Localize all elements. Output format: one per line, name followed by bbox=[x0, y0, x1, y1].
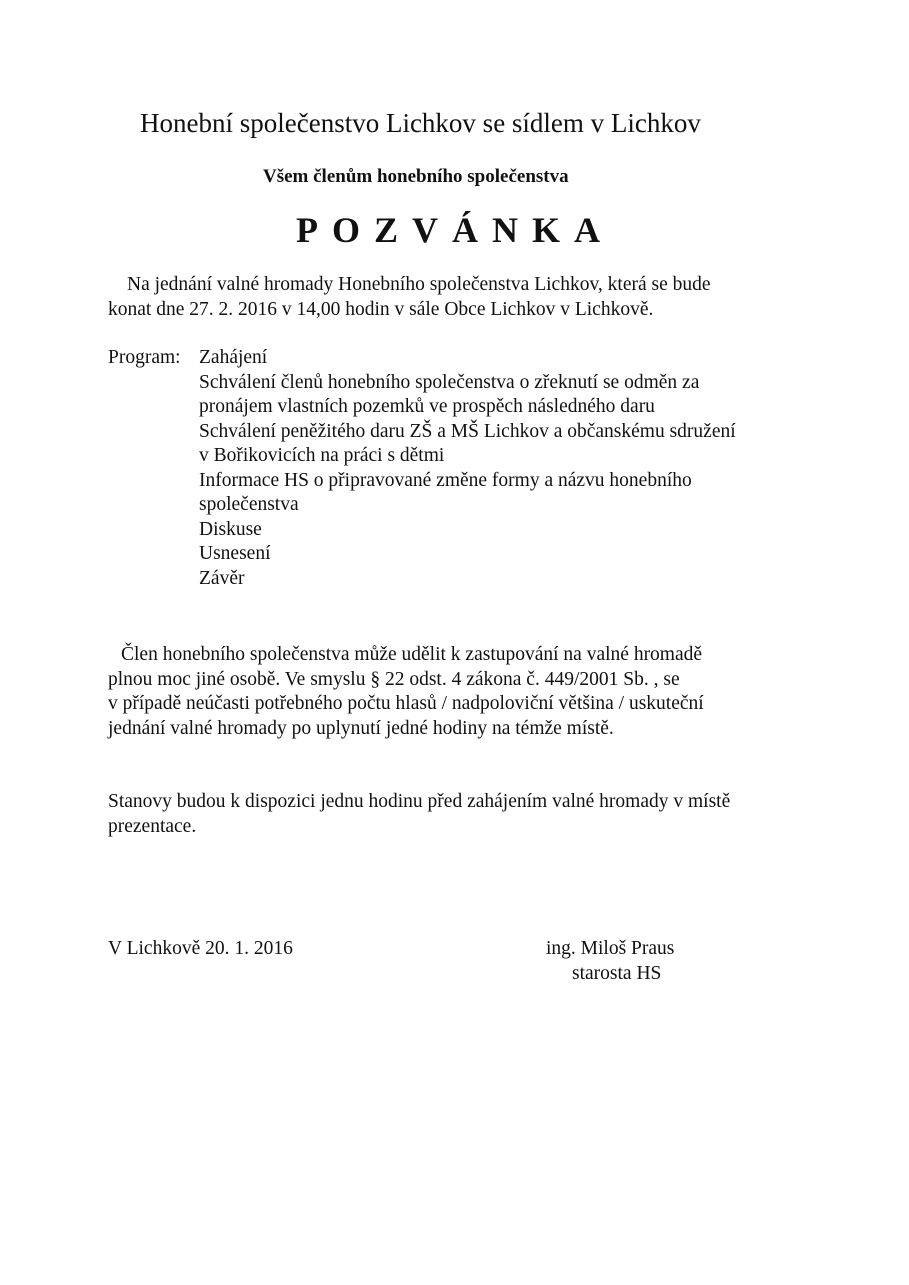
statutes-line: prezentace. bbox=[108, 815, 197, 837]
addressee-line: Všem členům honebního společenstva bbox=[263, 166, 569, 187]
program-list bbox=[199, 346, 736, 591]
statutes-line: Stanovy budou k dispozici jednu hodinu před zahájením valné hromady v místě bbox=[108, 791, 731, 812]
program-line: pronájem vlastních pozemků ve prospěch následného daru bbox=[199, 396, 655, 417]
program-line: Schválení peněžitého daru ZŠ a MŠ Lichkov a občanskému sdružení bbox=[199, 420, 736, 442]
signatory-name: ing. Miloš Praus bbox=[546, 938, 675, 959]
membership-line: v případě neúčasti potřebného počtu hlasů / nadpoloviční většina / uskuteční bbox=[108, 693, 704, 714]
invitation-title: POZVÁNKA bbox=[296, 210, 614, 250]
membership-paragraph bbox=[108, 643, 704, 741]
intro-paragraph bbox=[108, 273, 711, 322]
program-line: Informace HS o připravované změne formy a názvu honebního bbox=[199, 469, 692, 491]
program-line: Diskuse bbox=[199, 518, 262, 540]
intro-line: Na jednání valné hromady Honebního společenstva Lichkov, která se bude bbox=[127, 274, 711, 295]
program-label: Program: bbox=[108, 347, 181, 368]
program-line: Schválení členů honebního společenstva o zřeknutí se odměn za bbox=[199, 371, 700, 393]
program-line: Usnesení bbox=[199, 543, 271, 564]
membership-line: jednání valné hromady po uplynutí jedné hodiny na témže místě. bbox=[108, 717, 614, 739]
signatory-role: starosta HS bbox=[572, 962, 662, 984]
program-line: Zahájení bbox=[199, 347, 268, 368]
membership-line: Člen honebního společenstva může udělit k zastupování na valné hromadě bbox=[121, 644, 703, 665]
intro-line: konat dne 27. 2. 2016 v 14,00 hodin v sále Obce Lichkov v Lichkově. bbox=[108, 298, 654, 320]
organization-title: Honební společenstvo Lichkov se sídlem v Lichkov bbox=[140, 108, 701, 138]
program-line: společenstva bbox=[199, 494, 299, 515]
program-line: Závěr bbox=[199, 567, 245, 589]
statutes-paragraph bbox=[108, 790, 730, 839]
membership-line: plnou moc jiné osobě. Ve smyslu § 22 odst. 4 zákona č. 449/2001 Sb. , se bbox=[108, 668, 680, 690]
signature-block bbox=[546, 937, 674, 986]
place-date: V Lichkově 20. 1. 2016 bbox=[108, 938, 293, 959]
program-line: v Bořikovicích na práci s dětmi bbox=[199, 445, 445, 466]
